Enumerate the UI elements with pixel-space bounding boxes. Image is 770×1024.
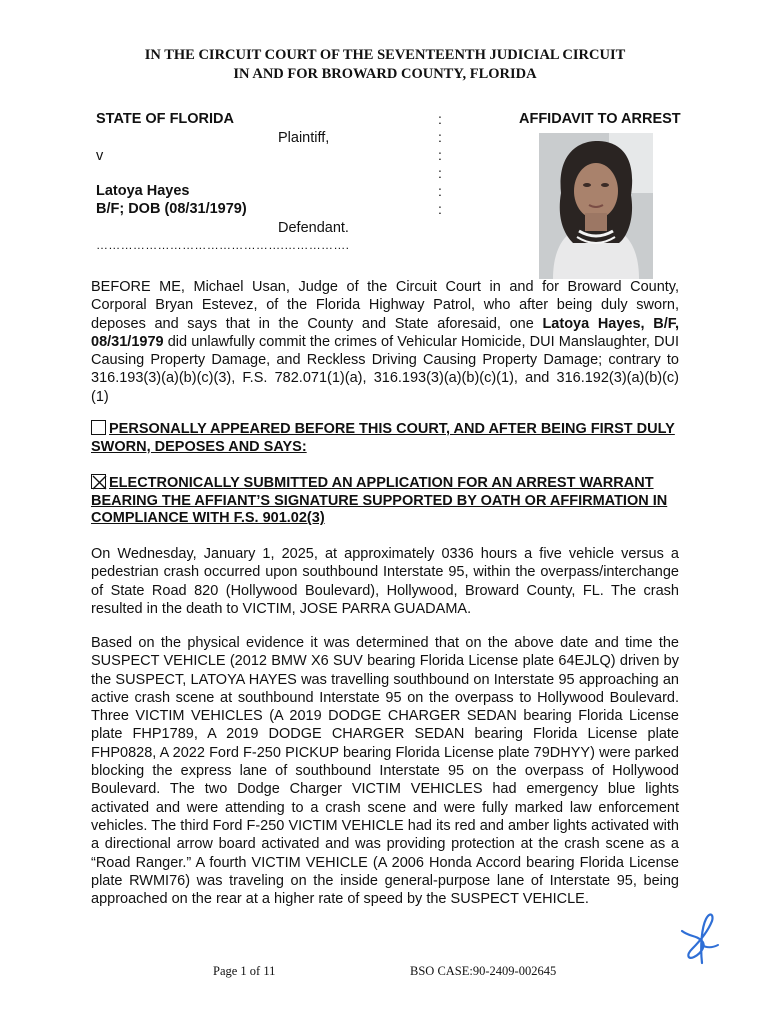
caption-colon: : — [438, 147, 442, 163]
defendant-name: Latoya Hayes — [96, 183, 190, 199]
caption-colon: : — [438, 165, 442, 181]
case-number: BSO CASE:90-2409-002645 — [410, 964, 557, 978]
checkbox-x-icon — [92, 475, 107, 490]
court-header — [0, 46, 770, 84]
affiant-signature — [672, 905, 720, 975]
defendant-label: Defendant. — [278, 220, 349, 236]
defendant-info: B/F; DOB (08/31/1979) — [96, 201, 247, 217]
plaintiff-label: Plaintiff, — [278, 130, 330, 146]
electronically-submitted-checkbox[interactable] — [91, 474, 106, 489]
personally-appeared-text: PERSONALLY APPEARED BEFORE THIS COURT, AND AFTER BEING FIRST DULY SWORN, DEPOSES AND SAYS: — [91, 421, 675, 455]
personally-appeared-checkbox[interactable] — [91, 420, 106, 435]
caption-colon: : — [438, 129, 442, 145]
court-header-line2: IN AND FOR BROWARD COUNTY, FLORIDA — [233, 66, 537, 82]
caption-colon: : — [438, 183, 442, 199]
court-header-line1: IN THE CIRCUIT COURT OF THE SEVENTEENTH JUDICIAL CIRCUIT — [144, 47, 626, 63]
intro-paragraph — [91, 278, 679, 406]
option-electronically-submitted — [91, 474, 681, 528]
page-number: Page 1 of 11 — [213, 964, 276, 978]
option-personally-appeared — [91, 420, 681, 456]
caption-colon: : — [438, 201, 442, 217]
body-paragraph-2: Based on the physical evidence it was determined that on the above date and time the SUSPECT VEHICLE (2012 BMW X6 SUV bearing Florida License plate 64EJLQ) driven by the SUSPECT, LATOYA HAYES was travelling southbound on Interstate 95 approaching an active crash scene at southbound Interstate 95 on the overpass to Hollywood Boulevard. Three VICTIM VEHICLES (A 2019 DODGE CHARGER SEDAN bearing Florida License plate FHP1789, A 2019 DODGE CHARGER SEDAN bearing Florida License plate FHP0828, A 2022 Ford F-250 PICKUP bearing Florida License plate 79DHYY) were parked blocking the express lane of southbound Interstate 95 on the overpass of Hollywood Boulevard. The two Dodge Charger VICTIM VEHICLES had emergency blue lights activated and were attending to a crash scene and were fully marked law enforcement vehicles. The third Ford F-250 VICTIM VEHICLE had its red and amber lights activated with a directional arrow board activated and was providing protection at the crash scene as a “Road Ranger.” A fourth VICTIM VEHICLE (A 2006 Honda Accord bearing Florida License plate RWMI76) was traveling on the inside general-purpose lane of Interstate 95, being approached on the rear at a higher rate of speed by the SUSPECT VEHICLE. — [91, 635, 679, 908]
document-title: AFFIDAVIT TO ARREST — [519, 111, 681, 127]
plaintiff-name: STATE OF FLORIDA — [96, 111, 235, 127]
versus-label: v — [96, 148, 104, 164]
intro-text-part1: BEFORE ME, Michael Usan, Judge of the Circuit Court in and for Broward County, Corporal Bryan Estevez, of the Florida Highway Patrol, who after being duly sworn, deposes and says that in the County and State aforesaid, one — [91, 279, 679, 332]
caption-dotted-line: ……………………………………….……………. — [96, 238, 350, 252]
defendant-photo-image — [539, 133, 653, 279]
intro-defendant-bold: Latoya Hayes, B/F, 08/31/1979 — [91, 315, 680, 350]
caption-colon: : — [438, 111, 442, 127]
electronically-submitted-text: ELECTRONICALLY SUBMITTED AN APPLICATION FOR AN ARREST WARRANT BEARING THE AFFIANT’S SIGNATURE SUPPORTED BY OATH OR AFFIRMATION IN COMPLIANCE WITH F.S. 901.02(3) — [91, 475, 668, 526]
body-paragraph-1: On Wednesday, January 1, 2025, at approximately 0336 hours a five vehicle versus a pedestrian crash occurred upon southbound Interstate 95, within the overpass/interchange of State Road 820 (Hollywood Boulevard), Hollywood, Broward County, FL. The crash resulted in the death to VICTIM, JOSE PARRA GUADAMA. — [91, 546, 679, 617]
defendant-photo — [539, 133, 653, 279]
intro-text-part2: did unlawfully commit the crimes of Vehicular Homicide, DUI Manslaughter, DUI Causing Property Damage, and Reckless Driving Causing Property Damage; contrary to 316.193(3)(a)(b)(c)(3), F.S. 782.071(1)(a), 316.193(3)(a)(b)(c)(1), and 316.192(3)(a)(b)(c)(1) — [91, 333, 679, 405]
